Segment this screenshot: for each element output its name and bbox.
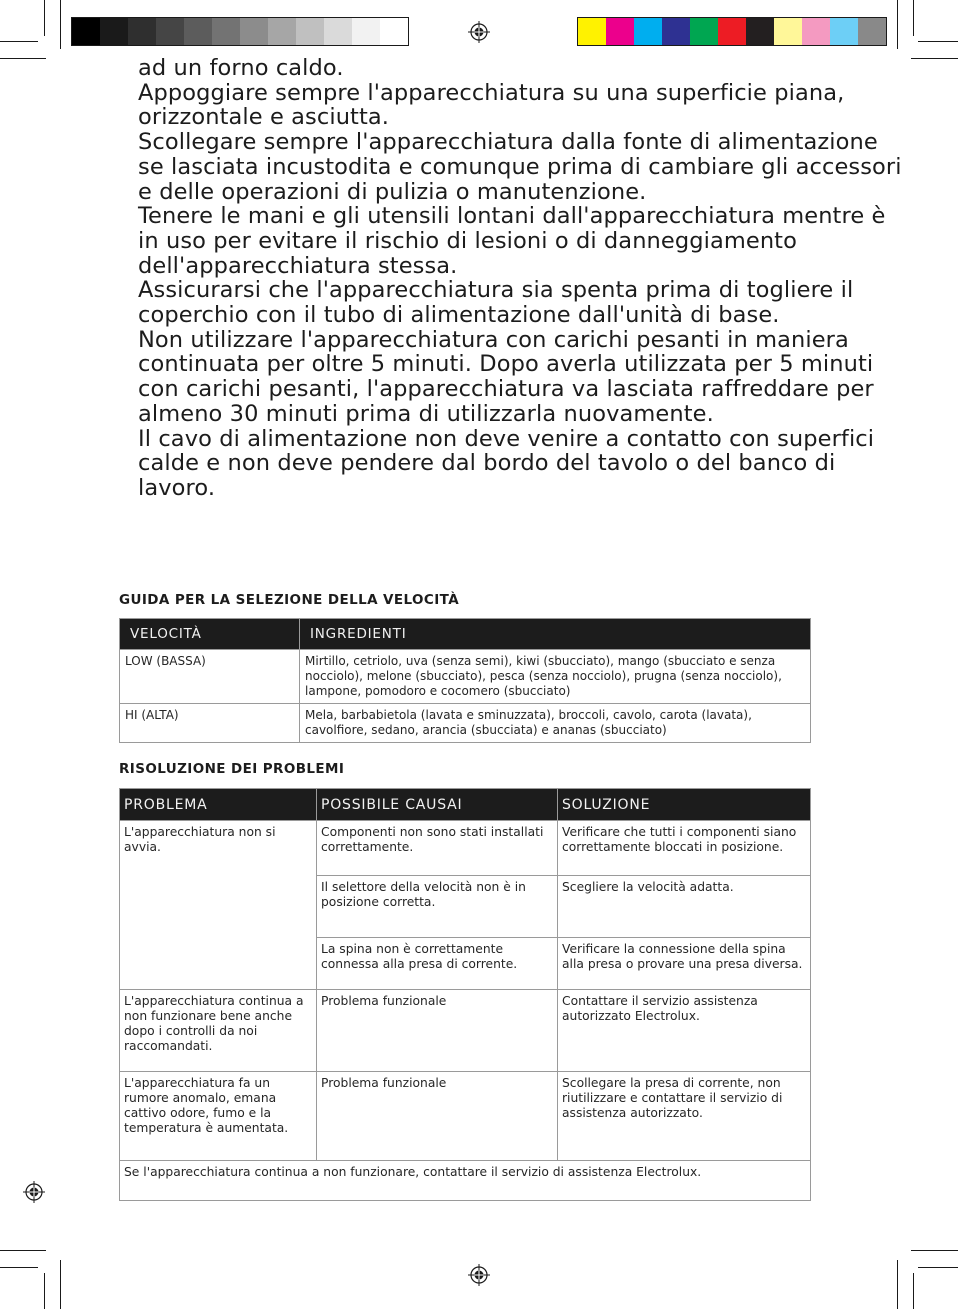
gray-swatch (72, 18, 100, 45)
solution-cell: Verificare la connessione della spina alla presa o provare una presa diversa. (558, 938, 811, 990)
registration-mark-icon (468, 21, 490, 43)
registration-mark-icon (23, 1181, 45, 1203)
crop-mark (913, 0, 914, 36)
color-swatch (690, 18, 718, 45)
gray-swatch (184, 18, 212, 45)
cause-cell: Problema funzionale (317, 1072, 558, 1161)
gray-swatch (100, 18, 128, 45)
color-swatch (830, 18, 858, 45)
safety-paragraph: Tenere le mani e gli utensili lontani dall'apparecchiatura mentre è in uso per evitare il rischio di lesioni o di danneggiamento dell'apparecchiatura stessa. (138, 203, 886, 279)
troubleshooting-title: RISOLUZIONE DEI PROBLEMI (119, 761, 345, 777)
safety-paragraph: Scollegare sempre l'apparecchiatura dalla fonte di alimentazione se lasciata incustodita e comunque prima di cambiare gli accessori e delle operazioni di pulizia o manutenzione. (138, 129, 902, 205)
color-swatch (662, 18, 690, 45)
solution-header: SOLUZIONE (558, 789, 811, 821)
troubleshooting-table (119, 788, 811, 1201)
ingredients-cell: Mirtillo, cetriolo, uva (senza semi), kiwi (sbucciato), mango (sbucciato e senza nocciolo), melone (sbucciato), pesca (senza nocciolo), prugna (senza nocciolo), lampone, pomodoro e cocomero (sbucciato) (300, 650, 811, 704)
problem-cell: L'apparecchiatura fa un rumore anomalo, emana cattivo odore, fumo e la temperatura è aumentata. (120, 1072, 317, 1161)
footer-note: Se l'apparecchiatura continua a non funzionare, contattare il servizio di assistenza Electrolux. (120, 1161, 811, 1201)
table-row (120, 821, 811, 876)
ingredients-header: INGREDIENTI (300, 619, 811, 650)
safety-instructions (138, 56, 908, 501)
color-swatch (858, 18, 886, 45)
crop-mark (0, 41, 38, 42)
gray-swatch (240, 18, 268, 45)
crop-mark (44, 0, 45, 36)
gray-swatch (352, 18, 380, 45)
table-row (120, 1072, 811, 1161)
color-swatch (634, 18, 662, 45)
cause-cell: La spina non è correttamente connessa alla presa di corrente. (317, 938, 558, 990)
safety-paragraph: Appoggiare sempre l'apparecchiatura su una superficie piana, orizzontale e asciutta. (138, 79, 845, 131)
color-calibration-bar (577, 17, 887, 46)
crop-mark (60, 1260, 61, 1309)
crop-mark (44, 1273, 45, 1309)
cause-cell: Il selettore della velocità non è in posizione corretta. (317, 876, 558, 938)
table-row (120, 704, 811, 743)
crop-mark (918, 41, 958, 42)
color-swatch (718, 18, 746, 45)
gray-swatch (156, 18, 184, 45)
solution-cell: Scollegare la presa di corrente, non riutilizzare e contattare il servizio di assistenza autorizzato. (558, 1072, 811, 1161)
solution-cell: Verificare che tutti i componenti siano correttamente bloccati in posizione. (558, 821, 811, 876)
speed-header: VELOCITÀ (120, 619, 300, 650)
safety-paragraph: Il cavo di alimentazione non deve venire a contatto con superfici calde e non deve pendere dal bordo del tavolo o del banco di lavoro. (138, 425, 875, 501)
gray-swatch (128, 18, 156, 45)
safety-paragraph: ad un forno caldo. (138, 55, 344, 81)
table-row (120, 1161, 811, 1201)
problem-header: PROBLEMA (120, 789, 317, 821)
color-swatch (802, 18, 830, 45)
safety-paragraph: Non utilizzare l'apparecchiatura con carichi pesanti in maniera continuata per oltre 5 minuti. Dopo averla utilizzata per 5 minuti con carichi pesanti, l'apparecchiatura va lasciata raffreddare per almeno 30 minuti prima di utilizzarla nuovamente. (138, 326, 874, 427)
color-swatch (578, 18, 606, 45)
gray-swatch (296, 18, 324, 45)
gray-swatch (380, 18, 408, 45)
safety-paragraph: Assicurarsi che l'apparecchiatura sia spenta prima di togliere il coperchio con il tubo di alimentazione dall'unità di base. (138, 277, 854, 329)
gray-swatch (212, 18, 240, 45)
crop-mark (0, 1267, 38, 1268)
crop-mark (918, 1267, 958, 1268)
cause-header: POSSIBILE CAUSAI (317, 789, 558, 821)
registration-mark-icon (468, 1264, 490, 1286)
crop-mark (897, 1260, 898, 1309)
table-row (120, 990, 811, 1072)
color-swatch (746, 18, 774, 45)
color-swatch (774, 18, 802, 45)
crop-mark (913, 1273, 914, 1309)
ingredients-cell: Mela, barbabietola (lavata e sminuzzata), broccoli, cavolo, carota (lavata), cavolfiore, sedano, arancia (sbucciata) e ananas (sbucciato) (300, 704, 811, 743)
speed-guide-table (119, 618, 811, 743)
problem-cell: L'apparecchiatura continua a non funzionare bene anche dopo i controlli da noi raccomandati. (120, 990, 317, 1072)
grayscale-calibration-bar (71, 17, 409, 46)
crop-mark (911, 58, 958, 59)
color-swatch (606, 18, 634, 45)
cause-cell: Problema funzionale (317, 990, 558, 1072)
crop-mark (60, 0, 61, 49)
crop-mark (0, 58, 46, 59)
gray-swatch (324, 18, 352, 45)
cause-cell: Componenti non sono stati installati correttamente. (317, 821, 558, 876)
solution-cell: Scegliere la velocità adatta. (558, 876, 811, 938)
crop-mark (897, 0, 898, 49)
solution-cell: Contattare il servizio assistenza autorizzato Electrolux. (558, 990, 811, 1072)
speed-cell: HI (ALTA) (120, 704, 300, 743)
gray-swatch (268, 18, 296, 45)
crop-mark (0, 1250, 46, 1251)
speed-guide-title: GUIDA PER LA SELEZIONE DELLA VELOCITÀ (119, 592, 460, 608)
problem-cell: L'apparecchiatura non si avvia. (120, 821, 317, 990)
speed-cell: LOW (BASSA) (120, 650, 300, 704)
crop-mark (911, 1250, 958, 1251)
table-row (120, 650, 811, 704)
